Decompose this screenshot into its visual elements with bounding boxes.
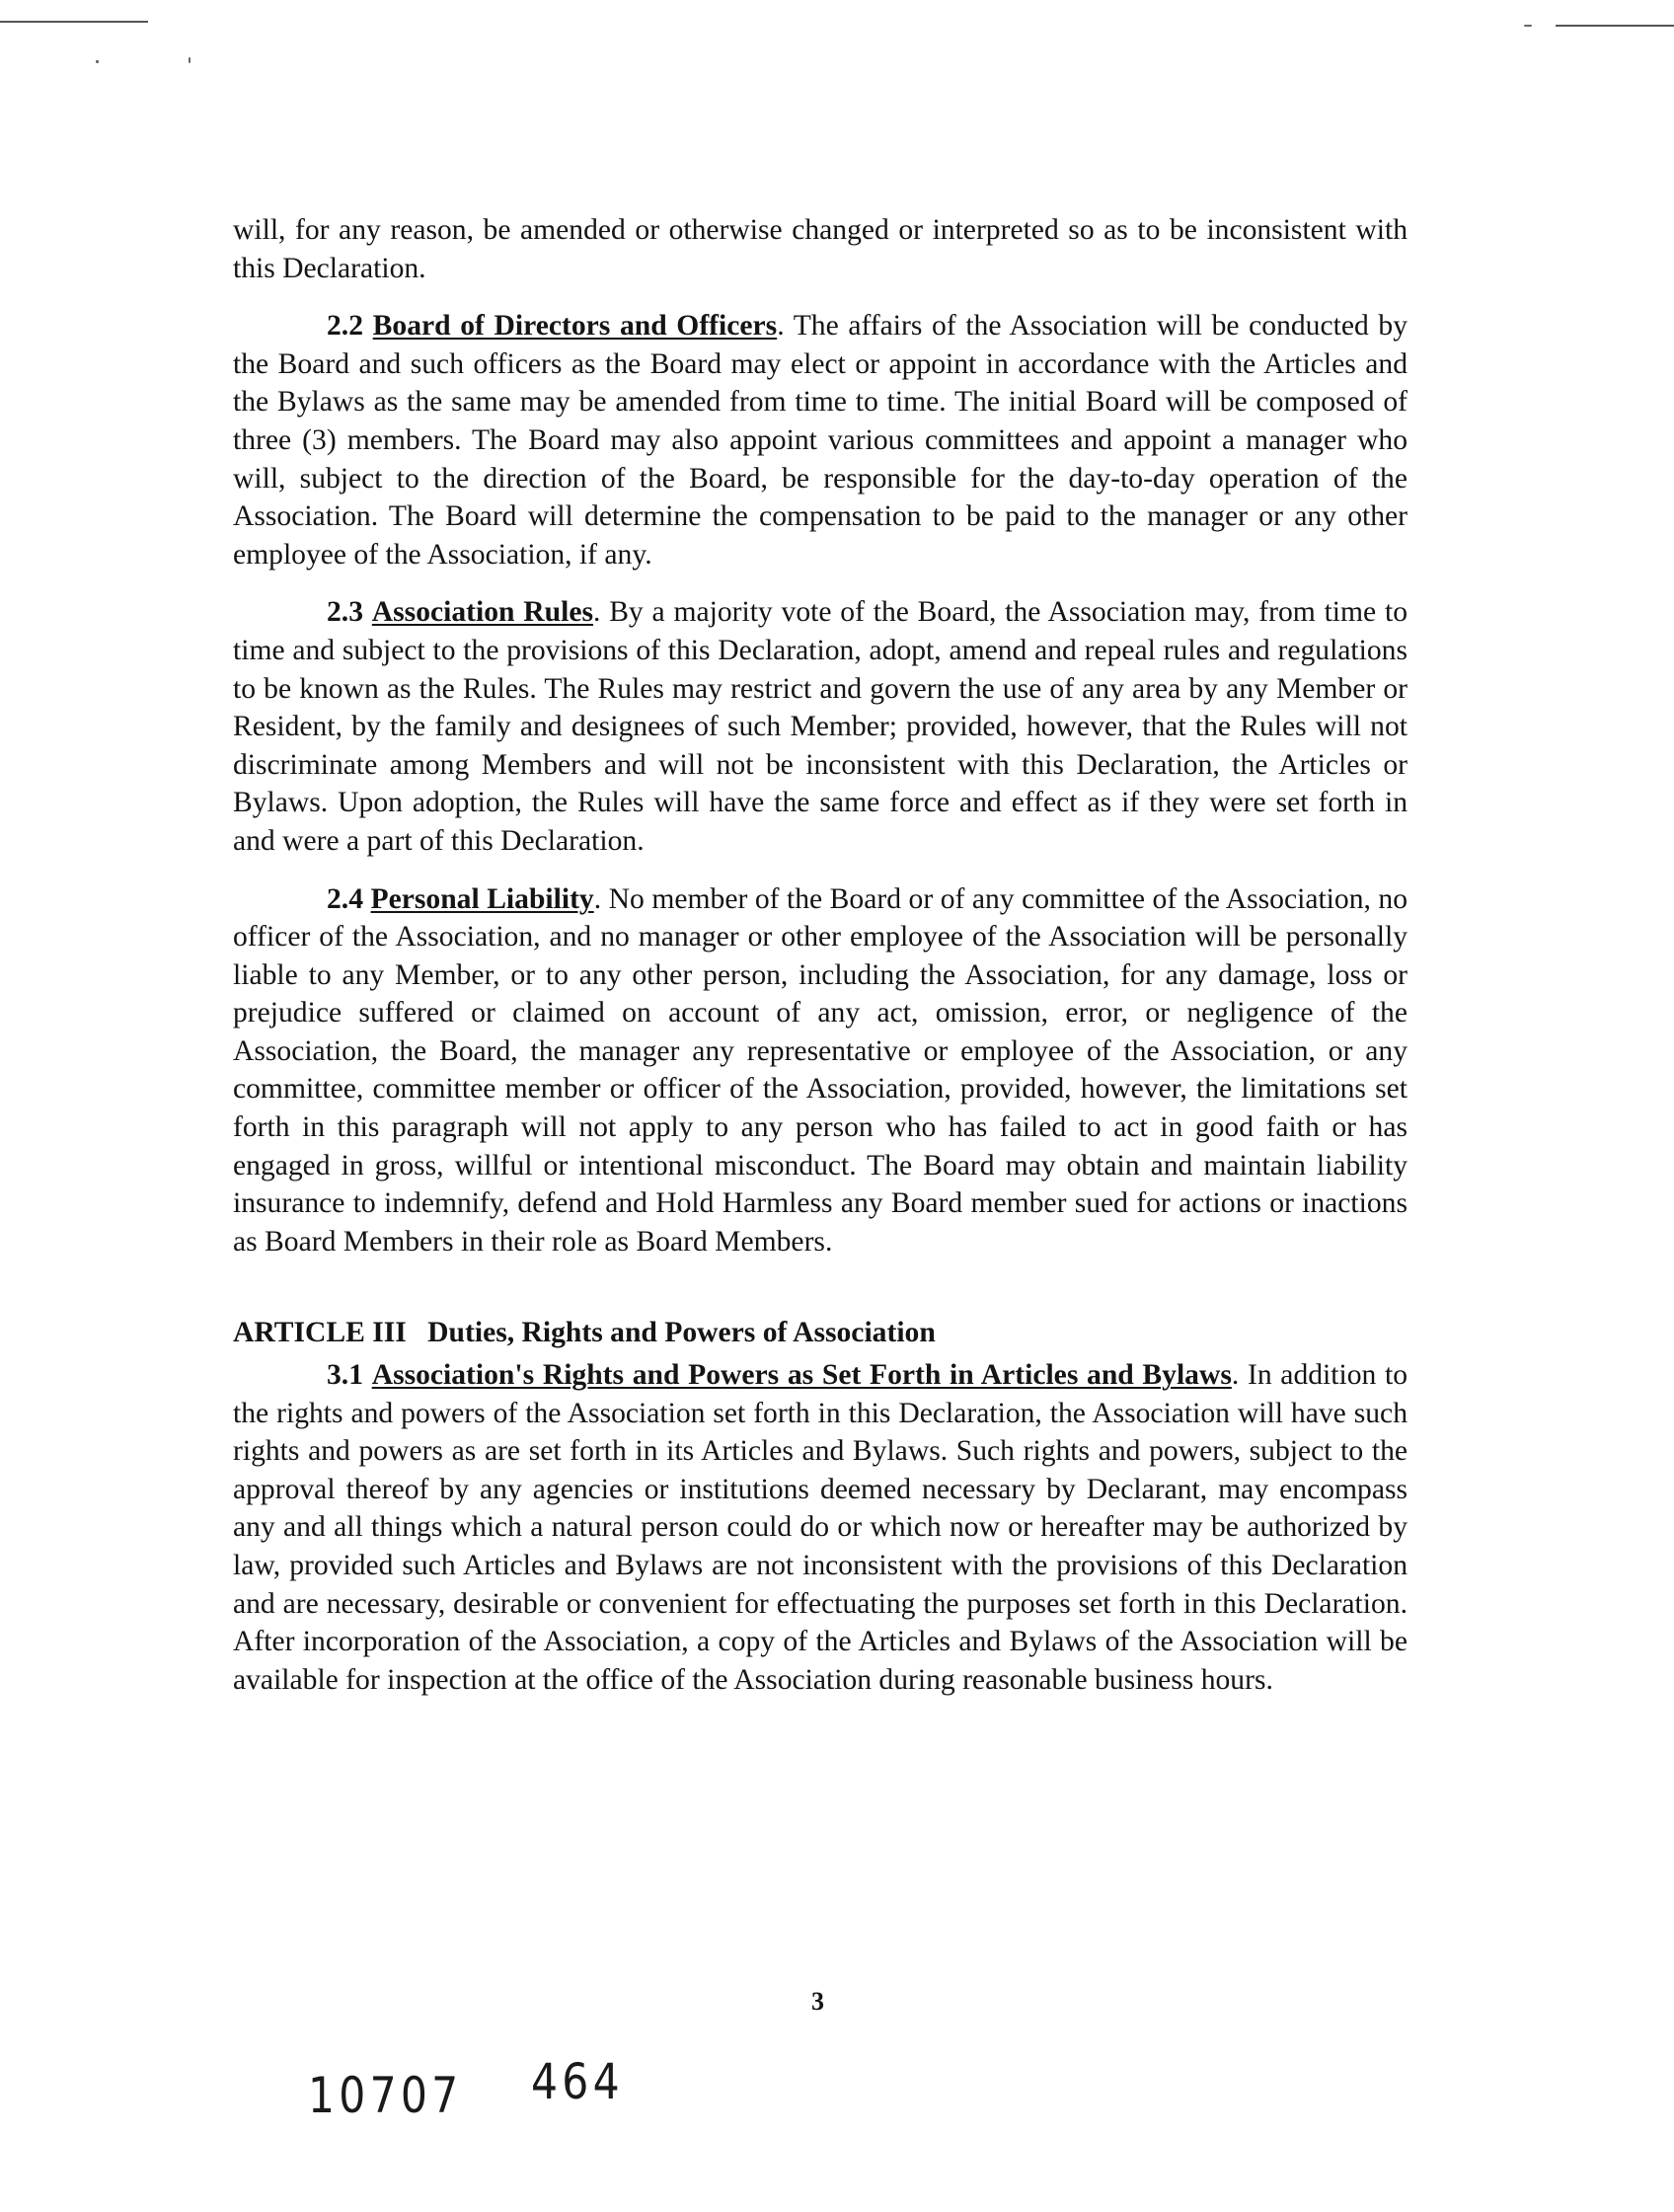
section-title: Personal Liability — [370, 882, 594, 915]
scan-edge-line-right — [1556, 25, 1674, 27]
document-body — [233, 211, 1408, 1718]
article-title: Duties, Rights and Powers of Association — [427, 1317, 936, 1349]
section-text: . The affairs of the Association will be conducted by the Board and such officers as the Board may elect or appoint in accordance with the Articles and the Bylaws as the same may be amended from time to time. The initial Board will be composed of three (3) members. The Board may also appoint various committees and appoint a manager who will, subject to the direction of the Board, be responsible for the day-to-day operation of the Association. The Board will determine the compensation to be paid to the manager or any other employee of the Association, if any. — [233, 310, 1408, 571]
article-heading — [233, 1314, 1408, 1352]
section-2-2 — [233, 307, 1408, 573]
scan-speck — [189, 57, 190, 63]
recording-stamp-book: 10707 — [308, 2067, 463, 2124]
section-text: . By a majority vote of the Board, the Association may, from time to time and subject to the provisions of this Declaration, adopt, amend and repeal rules and regulations to be known as the Rules. The Rules may restrict and govern the use of any area by any Member or Resident, by the family and designees of such Member; provided, however, that the Rules will not discriminate among Members and will not be inconsistent with this Declaration, the Articles or Bylaws. Upon adoption, the Rules will have the same force and effect as if they were set forth in and were a part of this Declaration. — [233, 596, 1408, 857]
scan-edge-line-left — [0, 21, 148, 23]
section-title: Association's Rights and Powers as Set Forth in Articles and Bylaws — [371, 1359, 1232, 1392]
scan-speck — [96, 60, 99, 63]
page-number: 3 — [811, 1987, 824, 2016]
recording-stamp-page: 464 — [531, 2053, 624, 2110]
article-label: ARTICLE III — [233, 1317, 407, 1349]
continuation-text: will, for any reason, be amended or otherwise changed or interpreted so as to be inconsistent with this Declaration. — [233, 214, 1408, 284]
section-2-3 — [233, 593, 1408, 860]
section-number: 2.3 — [327, 596, 363, 629]
section-number: 2.2 — [327, 310, 363, 343]
section-title: Board of Directors and Officers — [372, 310, 778, 343]
scan-speck — [1524, 25, 1532, 27]
section-2-4 — [233, 880, 1408, 1261]
section-title: Association Rules — [371, 596, 593, 629]
section-text: . In addition to the rights and powers of the Association set forth in this Declaration, the Association will have such rights and powers as are set forth in its Articles and Bylaws. Such rights and powers, subject to the approval thereof by any agencies or institutions deemed necessary by Declarant, may encompass any and all things which a natural person could do or which now or hereafter may be authorized by law, provided such Articles and Bylaws are not inconsistent with the provisions of this Declaration and are necessary, desirable or convenient for effectuating the purposes set forth in this Declaration. After incorporation of the Association, a copy of the Articles and Bylaws of the Association will be available for inspection at the office of the Association during reasonable business hours. — [233, 1359, 1408, 1696]
continuation-paragraph — [233, 211, 1408, 287]
section-text: . No member of the Board or of any committee of the Association, no officer of the Association, and no manager or other employee of the Association will be personally liable to any Member, or to any other person, including the Association, for any damage, loss or prejudice suffered or claimed on account of any act, omission, error, or negligence of the Association, the Board, the manager any representative or employee of the Association, or any committee, committee member or officer of the Association, provided, however, the limitations set forth in this paragraph will not apply to any person who has failed to act in good faith or has engaged in gross, willful or intentional misconduct. The Board may obtain and maintain liability insurance to indemnify, defend and Hold Harmless any Board member sued for actions or inactions as Board Members in their role as Board Members. — [233, 882, 1408, 1258]
section-3-1 — [233, 1356, 1408, 1699]
section-number: 3.1 — [327, 1359, 363, 1392]
section-number: 2.4 — [327, 882, 363, 915]
